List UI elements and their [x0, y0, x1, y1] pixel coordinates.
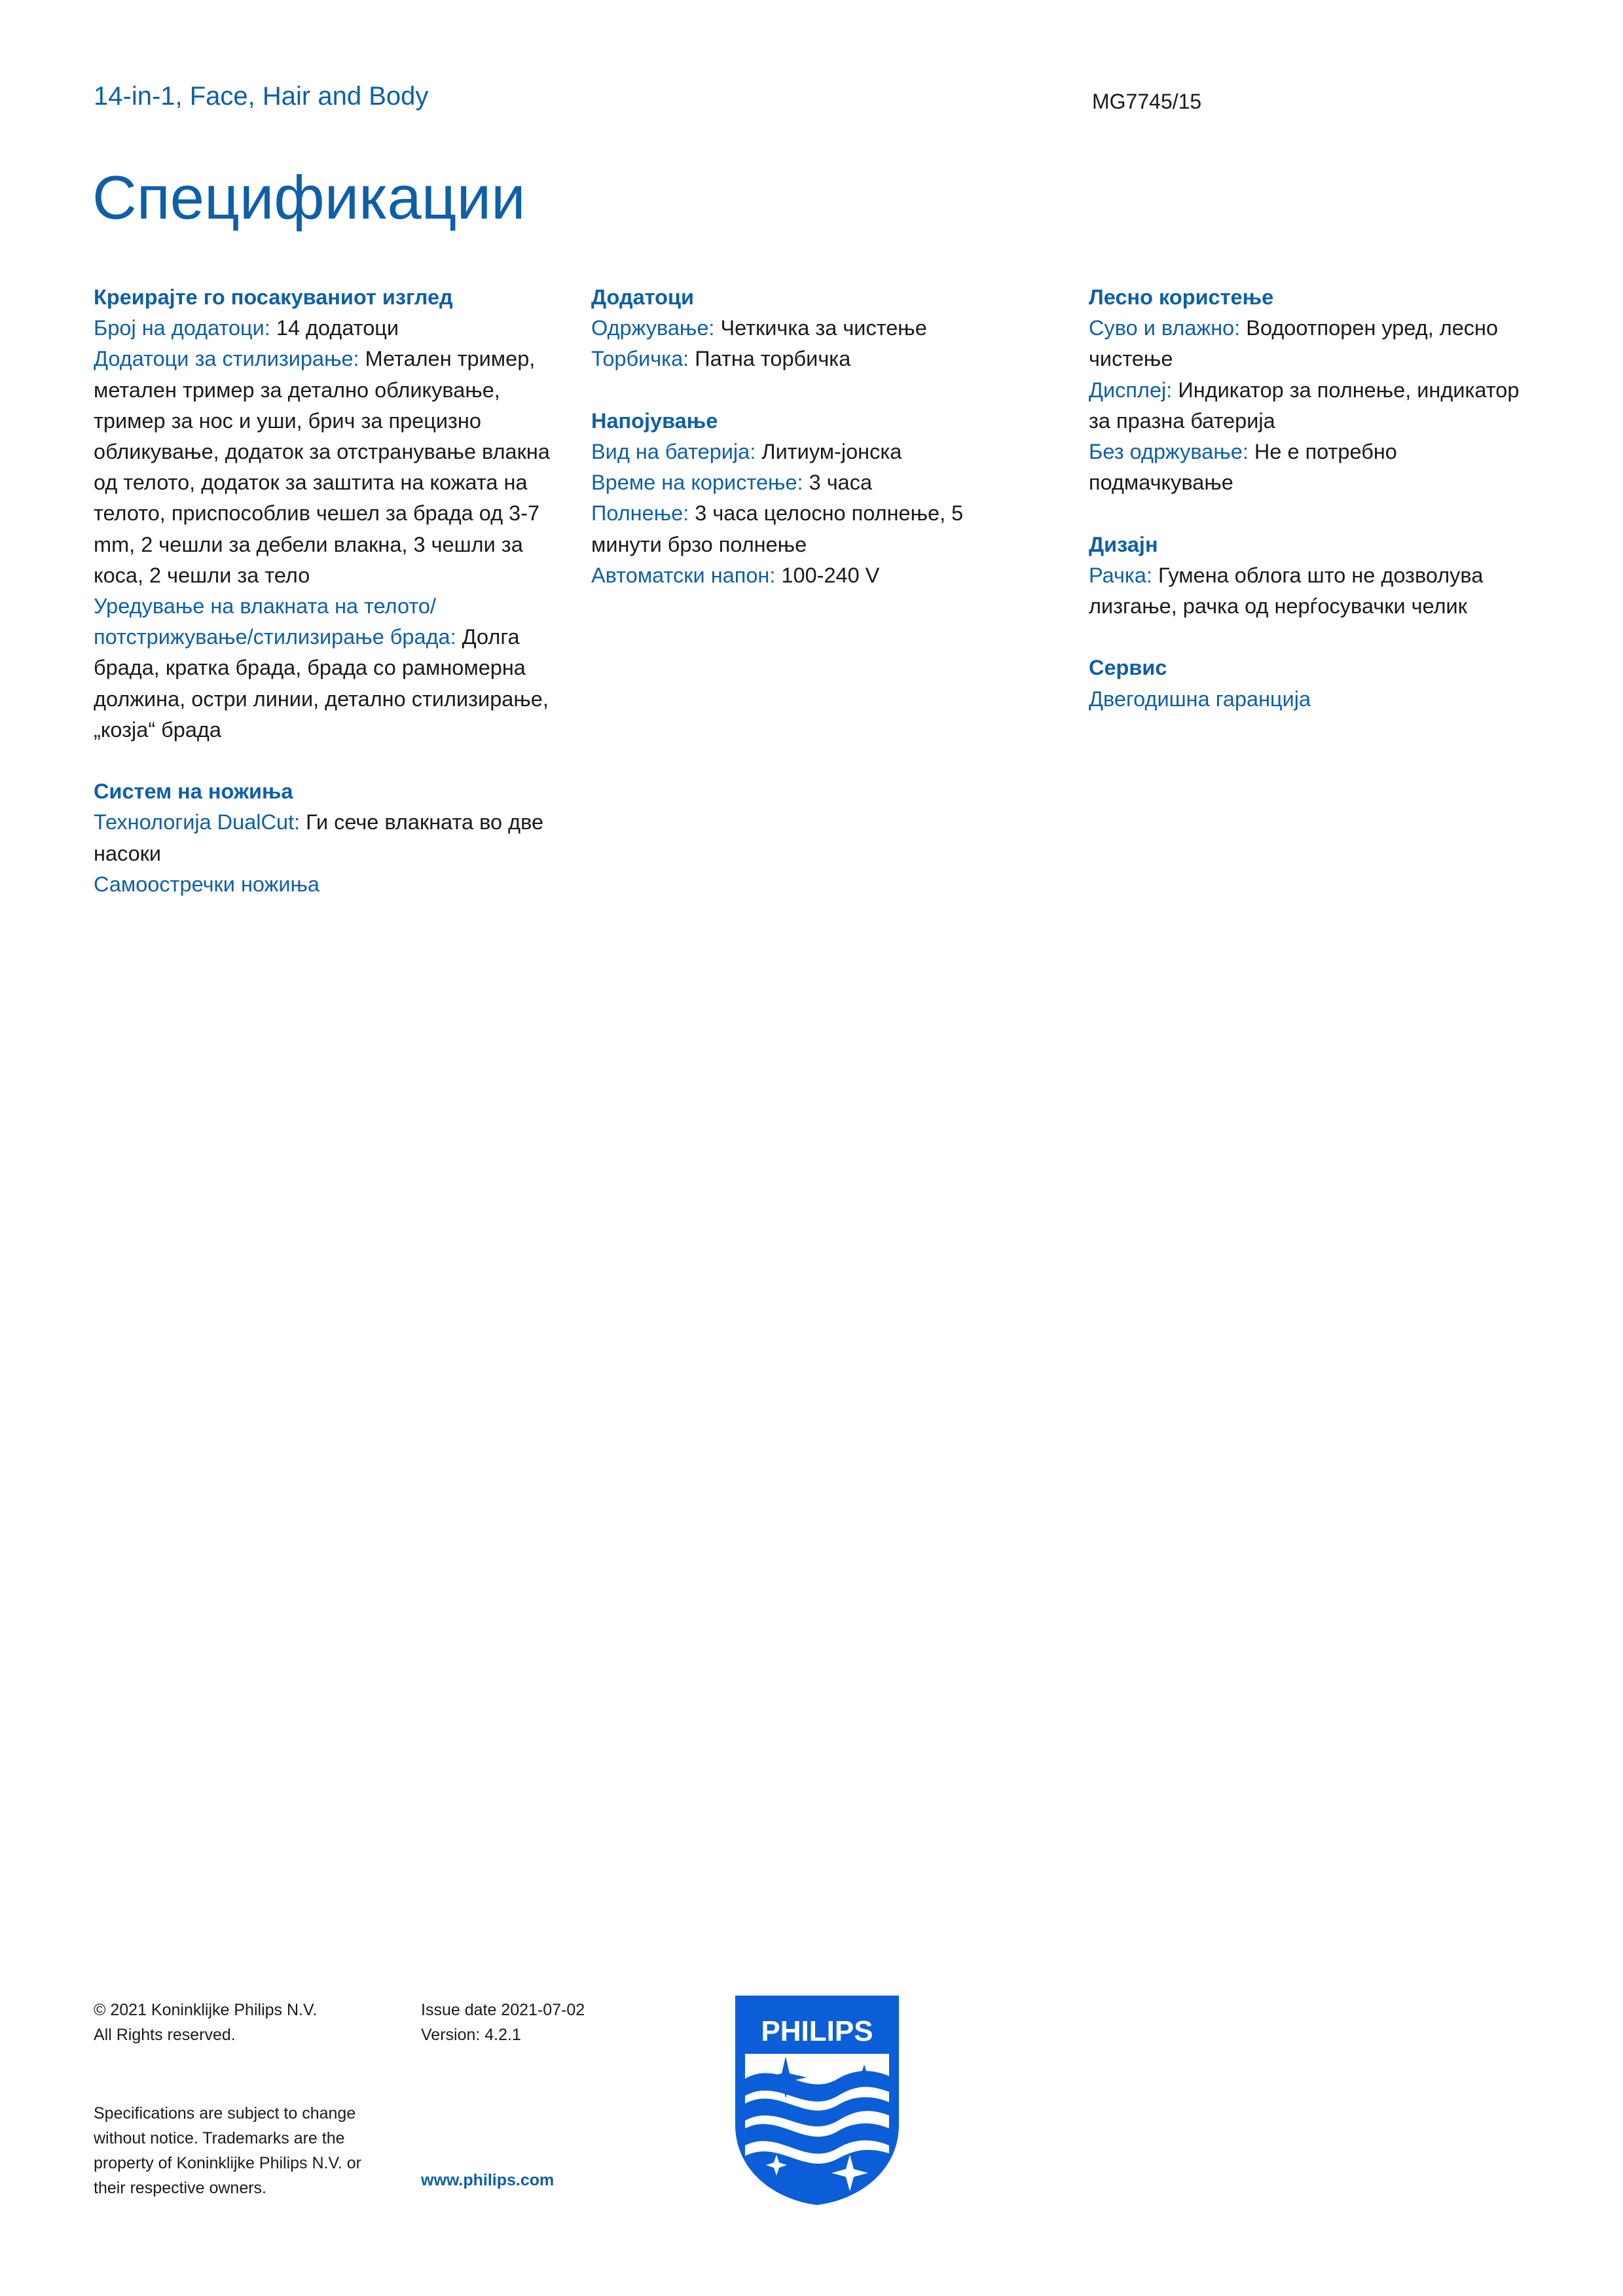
spec-entry: [94, 591, 565, 745]
website-link[interactable]: www.philips.com: [421, 2171, 555, 2189]
version: Version: 4.2.1: [421, 2026, 521, 2044]
spec-entry: [1089, 684, 1534, 715]
spec-entry: [94, 807, 565, 869]
spec-section: [591, 282, 971, 375]
spec-value: 3 часа: [803, 471, 873, 495]
spec-key: Суво и влажно:: [1089, 316, 1241, 340]
spec-value: Четкичка за чистење: [714, 316, 927, 340]
spec-key: Полнење:: [591, 501, 689, 526]
section-heading: Креирајте го посакуваниот изглед: [94, 285, 453, 309]
issue-date: Issue date 2021-07-02: [421, 2001, 585, 2019]
spec-entry: [94, 313, 565, 344]
spec-entry: [94, 869, 565, 900]
spec-section: [1089, 653, 1534, 714]
spec-value: Гумена облога што не дозволува лизгање, рачка од нерѓосувачки челик: [1089, 563, 1484, 619]
spec-entry: [591, 467, 971, 498]
spec-column-2: [591, 282, 971, 622]
footer-copyright: [94, 1998, 395, 2047]
footer-issue: [421, 1998, 657, 2047]
section-heading: Додатоци: [591, 285, 694, 309]
section-heading: Лесно користење: [1089, 285, 1274, 309]
spec-column-1: [94, 282, 565, 931]
spec-entry: [1089, 437, 1534, 498]
spec-entry: [591, 498, 971, 560]
spec-entry: [1089, 375, 1534, 437]
spec-key: Одржување:: [591, 316, 715, 340]
spec-key: Торбичка:: [591, 347, 689, 371]
spec-key: Автоматски напон:: [591, 563, 776, 587]
spec-key: Дисплеј:: [1089, 378, 1173, 402]
spec-value: Индикатор за полнење, индикатор за празна батерија: [1089, 378, 1520, 433]
logo-wordmark: PHILIPS: [761, 2015, 873, 2047]
spec-section: [591, 406, 971, 591]
spec-key: Двегодишна гаранција: [1089, 687, 1311, 711]
disclaimer-line: without notice. Trademarks are the: [94, 2129, 345, 2147]
spec-key: Без одржување:: [1089, 440, 1249, 464]
spec-entry: [1089, 313, 1534, 374]
spec-entry: [591, 560, 971, 591]
spec-value: Не е потребно подмачкување: [1089, 440, 1397, 495]
copyright-line: All Rights reserved.: [94, 2026, 236, 2044]
footer-disclaimer: [94, 2101, 401, 2200]
spec-key: Време на користење:: [591, 471, 803, 495]
spec-entry: [591, 437, 971, 467]
spec-value: 3 часа целосно полнење, 5 минути брзо полнење: [591, 501, 964, 556]
section-heading: Систем на ножиња: [94, 780, 293, 804]
spec-entry: [94, 344, 565, 591]
spec-value: Долга брада, кратка брада, брада со рамномерна должина, остри линии, детално стилизирање, „козја“ брада: [94, 625, 549, 742]
spec-key: Број на додатоци:: [94, 316, 270, 340]
spec-entry: [591, 344, 971, 374]
spec-value: Ги сече влакната во две насоки: [94, 810, 544, 865]
spec-section: [94, 282, 565, 745]
spec-key: Технологија DualCut:: [94, 810, 301, 834]
spec-value: Метален тример, метален тример за детално обликување, тример за нос и уши, брич за прецизно обликување, додаток за отстранување влакна од телото, додаток за заштита на кожата на телото, приспособлив чешел за брада од 3-7 mm, 2 чешли за дебели влакна, 3 чешли за коса, 2 чешли за тело: [94, 347, 550, 587]
spec-section: [94, 776, 565, 900]
model-number: MG7745/15: [1092, 90, 1202, 113]
spec-value: Водоотпорен уред, лесно чистење: [1089, 316, 1499, 371]
spec-entry: [591, 313, 971, 344]
spec-key: Вид на батерија:: [591, 440, 756, 463]
copyright-line: © 2021 Koninklijke Philips N.V.: [94, 2001, 318, 2019]
section-heading: Дизајн: [1089, 532, 1158, 556]
spec-column-3: [1089, 282, 1534, 745]
spec-value: Литиум-јонска: [756, 440, 902, 463]
spec-value: 100-240 V: [775, 563, 880, 587]
spec-key: Додатоци за стилизирање:: [94, 347, 359, 371]
spec-value: 14 додатоци: [270, 316, 399, 340]
section-heading: Напојување: [591, 408, 718, 433]
spec-key: Рачка:: [1089, 563, 1152, 587]
spec-section: [1089, 529, 1534, 622]
spec-section: [1089, 282, 1534, 498]
disclaimer-line: their respective owners.: [94, 2179, 267, 2197]
spec-key: Самоостречки ножиња: [94, 872, 319, 896]
spec-value: Патна торбичка: [689, 347, 851, 371]
disclaimer-line: property of Koninklijke Philips N.V. or: [94, 2154, 361, 2172]
section-heading: Сервис: [1089, 656, 1167, 680]
spec-key: Уредување на влакната на телото/потстрижување/стилизирање брада:: [94, 594, 456, 649]
product-line: 14-in-1, Face, Hair and Body: [94, 82, 429, 111]
spec-entry: [1089, 560, 1534, 622]
page-title: Спецификации: [92, 163, 526, 232]
philips-shield-logo: [733, 1994, 901, 2207]
disclaimer-line: Specifications are subject to change: [94, 2104, 356, 2123]
